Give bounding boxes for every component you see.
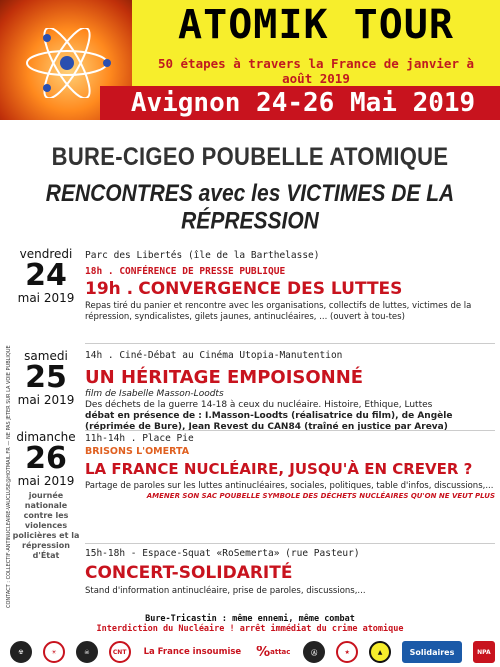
banner-line-1: BURE-CIGEO POUBELLE ATOMIQUE xyxy=(51,142,449,171)
poster-title: ATOMIK TOUR xyxy=(178,2,454,48)
event-friday xyxy=(85,250,495,323)
cnt-logo xyxy=(109,641,131,663)
footer-slogans xyxy=(0,614,500,634)
day-note: journée nationale contre les violences policières et la répression d'État xyxy=(12,491,80,560)
event-place: Parc des Libertés (île de la Barthelasse) xyxy=(85,250,320,261)
event-film-credit: film de Isabelle Masson-Loodts xyxy=(85,389,224,399)
logo-label: CNT xyxy=(112,648,127,656)
day-month: mai 2019 xyxy=(17,291,75,305)
divider xyxy=(85,343,495,344)
divider xyxy=(85,543,495,544)
poster-subtitle: 50 étapes à travers la France de janvier à août 2019 xyxy=(157,56,475,86)
event-place: 11h-14h . Place Pie xyxy=(85,433,194,444)
event-omerta: BRISONS L'OMERTA xyxy=(85,446,190,457)
event-sunday xyxy=(85,433,495,500)
banner-line-2: RENCONTRES avec les VICTIMES DE LA RÉPRESSION xyxy=(45,180,455,235)
day-saturday xyxy=(12,349,80,407)
event-conference: 18h . CONFÉRENCE DE PRESSE PUBLIQUE xyxy=(85,266,286,277)
event-title: UN HÉRITAGE EMPOISONNÉ xyxy=(85,367,364,388)
star-logo-icon: ★ xyxy=(336,641,358,663)
anarchy-logo-icon: Ⓐ xyxy=(303,641,325,663)
side-contact-note: CONTACT : COLLECTIF-ANTINUCLEAIRE-VAUCLUSE@HOTMAIL.FR — NE PAS JETER SUR LA VOIE PUBLIQUE xyxy=(6,345,12,608)
antinuclear-logo-icon: ☀ xyxy=(43,641,65,663)
day-sunday xyxy=(12,430,80,561)
day-name: samedi xyxy=(24,349,68,363)
day-month: mai 2019 xyxy=(17,393,75,407)
city-date: Avignon 24-26 Mai 2019 xyxy=(130,88,476,118)
partner-logos xyxy=(10,638,495,666)
event-title: LA FRANCE NUCLÉAIRE, JUSQU'À EN CREVER ? xyxy=(85,460,473,478)
day-friday xyxy=(12,247,80,305)
npa-logo xyxy=(473,641,495,663)
day-number: 26 xyxy=(25,441,67,476)
banner xyxy=(0,120,500,235)
day-number: 25 xyxy=(25,360,67,395)
slogan-1: Bure-Tricastin : même ennemi, même combat xyxy=(145,614,355,624)
logo-label: NPA xyxy=(477,648,491,656)
event-note: AMENER SON SAC POUBELLE SYMBOLE DES DÉCHETS NUCLÉAIRES QU'ON NE VEUT PLUS xyxy=(146,492,495,500)
atom-icon xyxy=(22,28,112,98)
day-name: vendredi xyxy=(19,247,73,261)
event-time: 19h . xyxy=(85,279,134,299)
radiation-logo-icon: ☢ xyxy=(10,641,32,663)
slogan-2: Interdiction du Nucléaire ! arrêt immédiat du crime atomique xyxy=(96,624,404,634)
logo-label: % xyxy=(256,646,271,658)
divider xyxy=(85,430,495,431)
lfi-logo xyxy=(142,647,244,657)
day-name: dimanche xyxy=(16,430,76,444)
solidaires-logo xyxy=(402,641,462,663)
event-description: Stand d'information antinucléaire, prise de paroles, discussions,... xyxy=(85,586,366,596)
event-title: CONVERGENCE DES LUTTES xyxy=(138,279,403,299)
day-number: 24 xyxy=(25,258,67,293)
event-guests: débat en présence de : I.Masson-Loodts (réalisatrice du film), de Angèle (réprimée de Bure), Jean Revest du CAN84 (traîné en justice par Areva) xyxy=(85,411,453,432)
event-place: 15h-18h - Espace-Squat «RoSemerta» (rue Pasteur) xyxy=(85,548,360,559)
gilet-jaune-logo-icon: ▲ xyxy=(369,641,391,663)
logo-label: attac xyxy=(270,648,291,656)
header xyxy=(0,0,500,120)
day-month: mai 2019 xyxy=(17,474,75,488)
event-title: CONCERT-SOLIDARITÉ xyxy=(85,563,293,583)
logo-label: Solidaires xyxy=(409,647,455,657)
event-place: 14h . Ciné-Débat au Cinéma Utopia-Manutention xyxy=(85,350,343,361)
event-description: Repas tiré du panier et rencontre avec les organisations, collectifs de luttes, victimes de la répression, syndicalistes, gilets jaunes, antinucléaires, ... (ouvert à tou-tes) xyxy=(85,301,472,322)
event-heading xyxy=(85,279,495,299)
logo-label: La France insoumise xyxy=(143,647,242,657)
event-description: Des déchets de la guerre 14-18 à ceux du nucléaire. Histoire, Ethique, Luttes xyxy=(85,400,433,410)
event-sunday-concert xyxy=(85,548,495,597)
pirate-logo-icon: ☠ xyxy=(76,641,98,663)
event-description: Partage de paroles sur les luttes antinucléaires, sociales, politiques, table d'infos, discussions,... xyxy=(85,481,494,491)
attac-logo xyxy=(254,646,292,658)
event-saturday xyxy=(85,350,495,433)
